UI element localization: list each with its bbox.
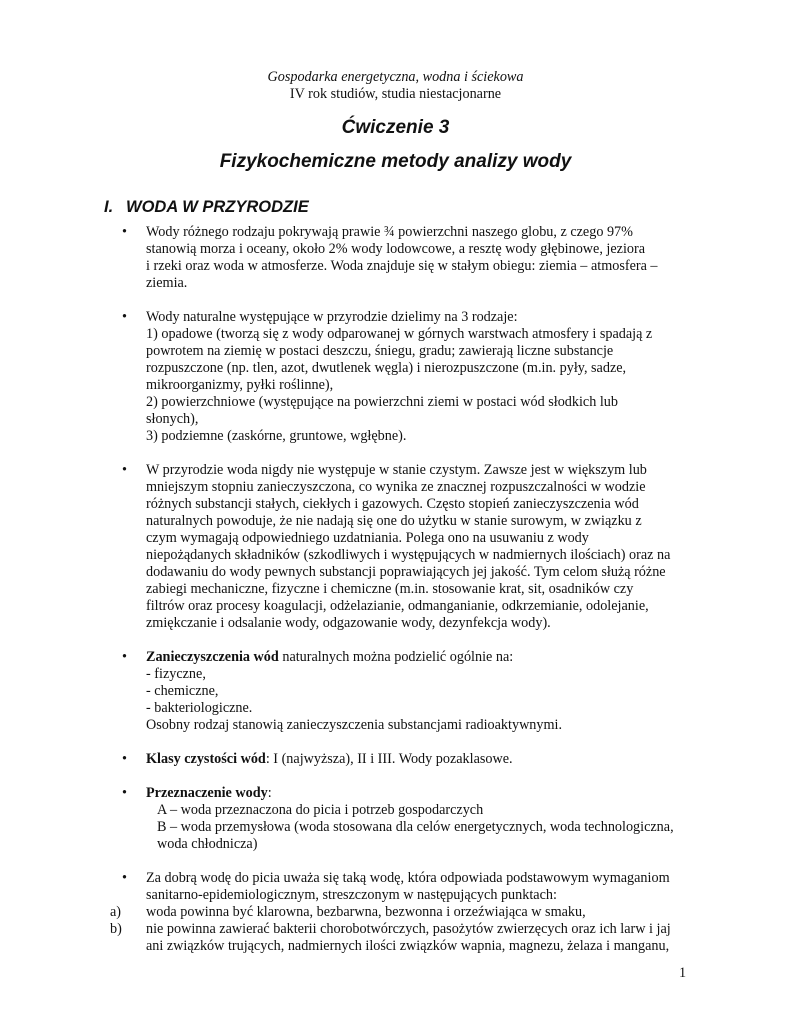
list-item [0,921,791,955]
bullet-icon: • [122,224,127,240]
text-line: rozpuszczone (np. tlen, azot, dwutlenek węgla) i nierozpuszczone (m.in. pyły, sadze, [146,360,627,376]
text-line [146,785,691,802]
bold-term: Klasy czystości wód [146,751,266,767]
bullet-icon: • [122,649,127,665]
bullet-item [0,224,791,292]
text-line: stanowią morza i oceany, około 2% wody lodowcowe, a resztę wody głębinowe, jeziora [146,241,646,257]
text-line: Za dobrą wodę do picia uważa się taką wodę, która odpowiada podstawowym wymaganiom [146,870,670,886]
text-line: - fizyczne, [146,666,206,682]
text-line: 3) podziemne (zaskórne, gruntowe, wgłębne). [146,428,407,444]
text-line: różnych substancji stałych, ciekłych i gazowych. Często stopień zanieczyszczenia wód [146,496,639,512]
text-line: - chemiczne, [146,683,219,699]
text-line: filtrów oraz procesy koagulacji, odżelazianie, odmanganianie, odkrzemianie, odolejanie, [146,598,649,614]
text-line [146,751,691,768]
text-line: naturalnych powoduje, że nie nadają się one do użytku w stanie surowym, w związku z [146,513,642,529]
text-line: A – woda przeznaczona do picia i potrzeb gospodarczych [157,802,484,818]
text-line: woda powinna być klarowna, bezbarwna, bezwonna i orzeźwiająca w smaku, [146,904,586,920]
bullet-icon: • [122,870,127,886]
bullet-icon: • [122,751,127,767]
text-line: B – woda przemysłowa (woda stosowana dla celów energetycznych, woda technologiczna, [157,819,674,835]
text-line: dodawaniu do wody pewnych substancji poprawiających jej jakość. Tym celom służą różne [146,564,666,580]
text-line: nie powinna zawierać bakterii chorobotwórczych, pasożytów zwierzęcych oraz ich larw i jaj [146,921,671,937]
text-line: ziemia. [146,275,188,291]
text-line: - bakteriologiczne. [146,700,253,716]
text-line: Osobny rodzaj stanowią zanieczyszczenia substancjami radioaktywnymi. [146,717,563,733]
bullet-item [0,785,791,853]
text-line: 1) opadowe (tworzą się z wody odparowanej w górnych warstwach atmosfery i spadają z [146,326,653,342]
text-line: zmiękczanie i odsalanie wody, odgazowanie wody, dezynfekcja wody). [146,615,551,631]
text-line: czym wymagają odpowiedniego uzdatniania. Polega ono na usuwaniu z wody [146,530,589,546]
text-line [146,649,691,666]
text-line: W przyrodzie woda nigdy nie występuje w stanie czystym. Zawsze jest w większym lub [146,462,647,478]
section-heading [104,199,309,216]
topic-title: Fizykochemiczne metody analizy wody [219,151,572,172]
section-number: I. [104,198,114,216]
list-marker: b) [110,921,122,937]
bold-term: Przeznaczenie wody [146,785,268,801]
bullet-item [0,309,791,445]
text-line: Wody naturalne występujące w przyrodzie dzielimy na 3 rodzaje: [146,309,518,325]
text-line: ani związków trujących, nadmiernych ilości związków wapnia, magnezu, żelaza i manganu, [146,938,670,954]
bullet-item [0,751,791,768]
text-line: słonych), [146,411,199,427]
bold-term: Zanieczyszczenia wód [146,649,279,665]
text-line: mikroorganizmy, pyłki roślinne), [146,377,334,393]
text-line: mniejszym stopniu zanieczyszczona, co wynika ze znacznej rozpuszczalności w wodzie [146,479,646,495]
text-line: zabiegi mechaniczne, fizyczne i chemiczne (m.in. stosowanie krat, sit, osadników czy [146,581,634,597]
text-line: woda chłodnicza) [157,836,258,852]
text-span: : I (najwyższa), II i III. Wody pozaklasowe. [265,751,513,767]
list-item [0,904,791,921]
bullet-item [0,870,791,904]
course-name: Gospodarka energetyczna, wodna i ściekowa [267,69,524,85]
study-year: IV rok studiów, studia niestacjonarne [289,86,502,102]
exercise-title: Ćwiczenie 3 [341,117,450,138]
bullet-icon: • [122,785,127,801]
list-marker: a) [110,904,122,920]
bullet-item [0,649,791,734]
bullet-icon: • [122,462,127,478]
text-span: naturalnych można podzielić ogólnie na: [278,649,514,665]
document-header [0,69,791,103]
document-body [0,224,791,955]
text-line: sanitarno-epidemiologicznym, streszczonym w następujących punktach: [146,887,557,903]
page-number: 1 [679,965,687,981]
text-line: niepożądanych składników (szkodliwych i występujących w nadmiernych ilościach) oraz na [146,547,671,563]
text-line: i rzeki oraz woda w atmosferze. Woda znajduje się w stałym obiegu: ziemia – atmosfera – [146,258,658,274]
bullet-icon: • [122,309,127,325]
text-line: Wody różnego rodzaju pokrywają prawie ¾ powierzchni naszego globu, z czego 97% [146,224,633,240]
bullet-item [0,462,791,632]
text-line: powrotem na ziemię w postaci deszczu, śniegu, gradu; zawierają liczne substancje [146,343,614,359]
text-span: : [267,785,272,801]
text-line: 2) powierzchniowe (występujące na powierzchni ziemi w postaci wód słodkich lub [146,394,618,410]
section-title: WODA W PRZYRODZIE [126,198,309,216]
